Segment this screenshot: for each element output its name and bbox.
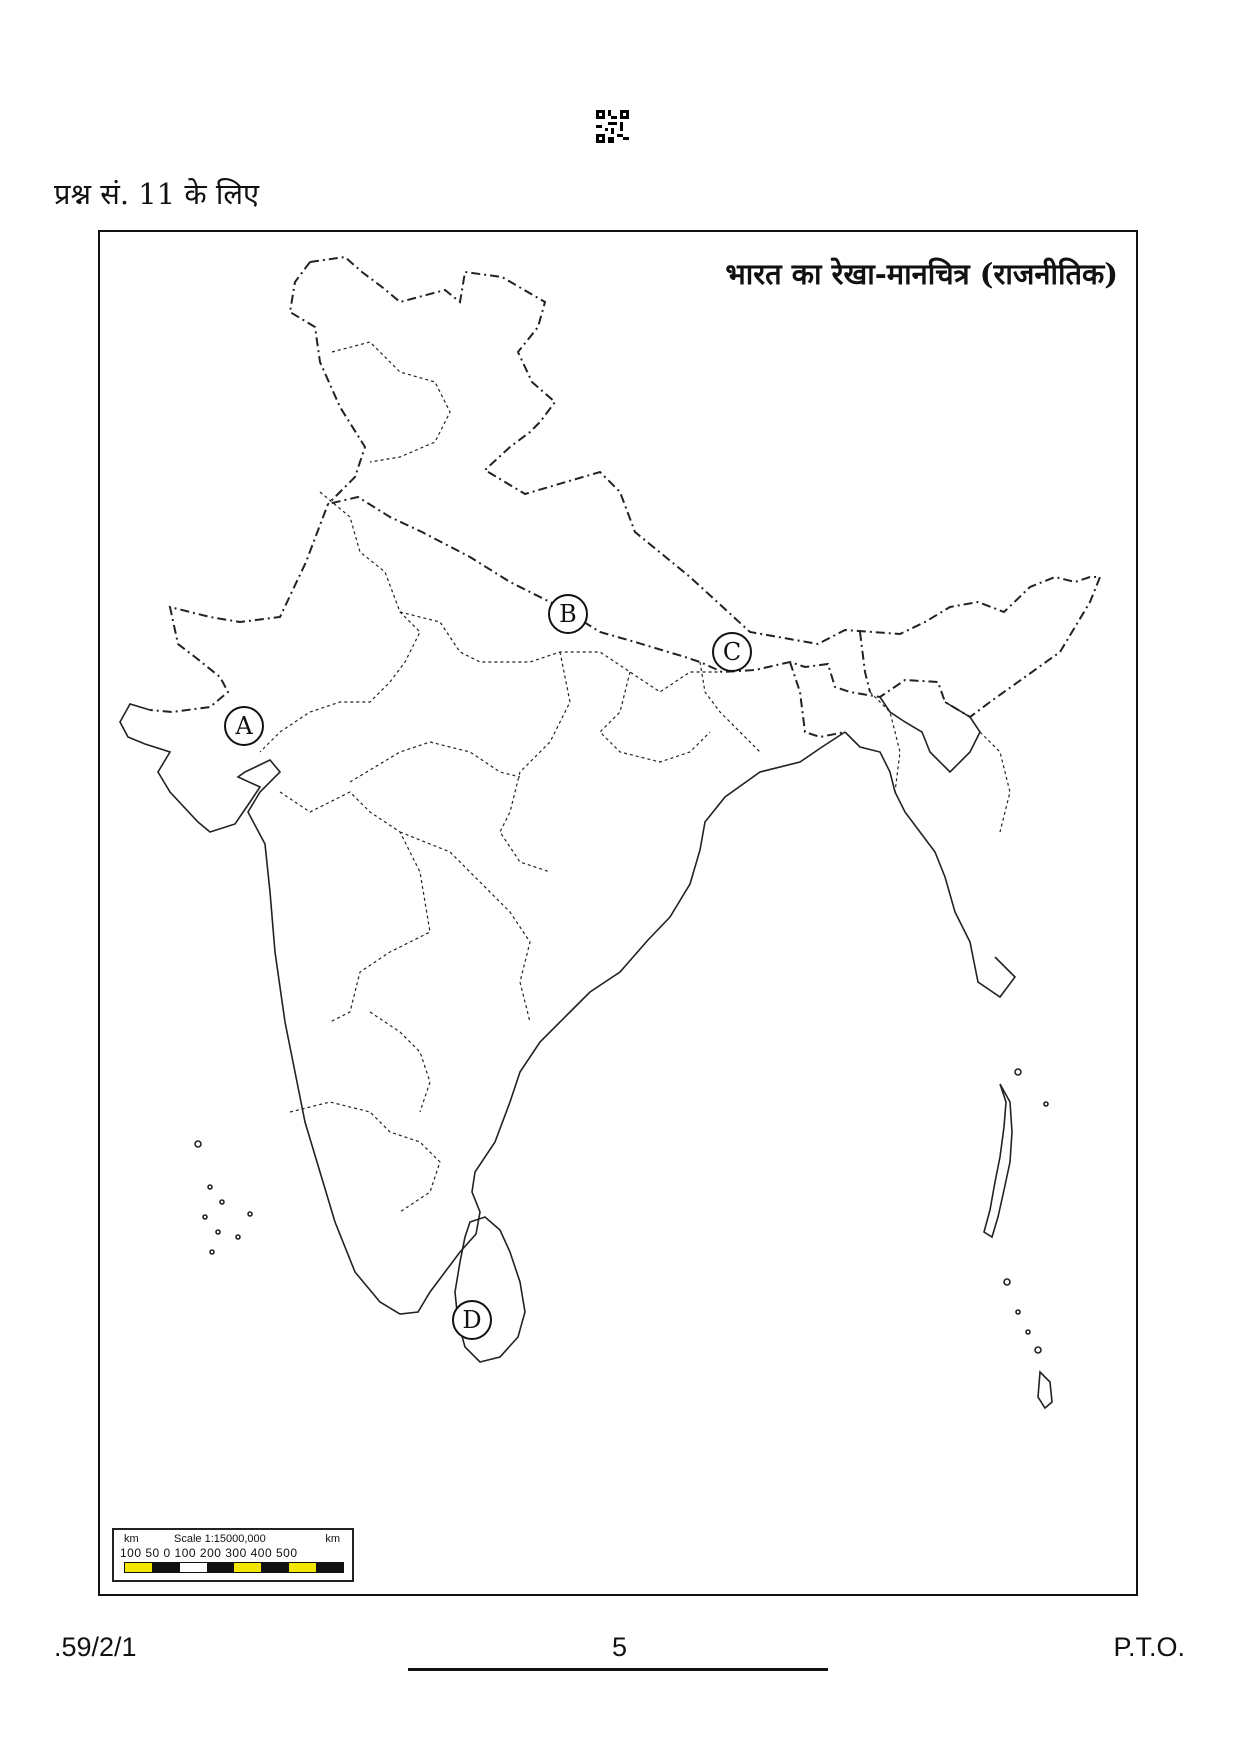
state-boundary	[600, 672, 710, 762]
scale-ticks: 100 50 0 100 200 300 400 500	[120, 1546, 298, 1560]
state-boundary	[332, 342, 450, 462]
island	[248, 1212, 252, 1216]
state-boundary	[980, 732, 1010, 832]
nicobar-island	[1038, 1372, 1052, 1408]
island	[236, 1235, 240, 1239]
northern-border-west	[290, 262, 365, 504]
scale-bar	[124, 1562, 344, 1573]
island	[1016, 1310, 1020, 1314]
island	[208, 1185, 212, 1189]
island	[1026, 1330, 1030, 1334]
map-scale	[112, 1528, 354, 1582]
marker-a: A	[224, 706, 264, 746]
northeast-border	[790, 632, 870, 737]
east-coast-bengal	[845, 732, 1015, 997]
footer-divider	[408, 1668, 828, 1671]
scale-bar-segment	[261, 1563, 288, 1572]
island	[1015, 1069, 1021, 1075]
island	[210, 1250, 214, 1254]
sri-lanka-outline	[455, 1217, 525, 1362]
island	[1004, 1279, 1010, 1285]
marker-b: B	[548, 594, 588, 634]
marker-d: D	[452, 1300, 492, 1340]
india-outline-map	[100, 232, 1136, 1594]
island	[1035, 1347, 1041, 1353]
island	[1044, 1102, 1048, 1106]
scale-bar-segment	[125, 1563, 152, 1572]
scale-bar-segment	[207, 1563, 234, 1572]
map-title: भारत का रेखा-मानचित्र (राजनीतिक)	[725, 257, 1118, 291]
state-boundary	[370, 1012, 430, 1112]
paper-code: .59/2/1	[54, 1632, 137, 1662]
island	[220, 1200, 224, 1204]
northeast-outline	[880, 697, 980, 772]
state-boundary	[700, 662, 760, 752]
island	[216, 1230, 220, 1234]
scale-unit-right: km	[325, 1533, 340, 1545]
state-boundary	[260, 492, 420, 752]
marker-c: C	[712, 632, 752, 672]
state-boundary	[290, 1102, 440, 1212]
scale-bar-segment	[234, 1563, 261, 1572]
please-turn-over: P.T.O.	[1113, 1632, 1185, 1662]
map-frame	[98, 230, 1138, 1596]
international-border	[150, 257, 1100, 717]
scale-bar-segment	[316, 1563, 343, 1572]
state-boundary	[870, 692, 900, 792]
island	[195, 1141, 201, 1147]
scale-bar-segment	[180, 1563, 207, 1572]
state-boundary	[350, 742, 520, 782]
state-boundary	[280, 792, 430, 1022]
scale-bar-segment	[289, 1563, 316, 1572]
scale-unit-left: km	[124, 1533, 139, 1545]
state-boundary	[500, 652, 570, 872]
scale-bar-segment	[152, 1563, 179, 1572]
west-coastline	[120, 704, 845, 1314]
qr-code-icon	[596, 110, 629, 143]
state-boundary	[400, 832, 530, 1022]
question-reference: प्रश्न सं. 11 के लिए	[54, 177, 260, 211]
scale-title: Scale 1:15000,000	[174, 1533, 266, 1545]
island	[203, 1215, 207, 1219]
page-number: 5	[612, 1632, 628, 1662]
andaman-islands	[984, 1084, 1012, 1237]
